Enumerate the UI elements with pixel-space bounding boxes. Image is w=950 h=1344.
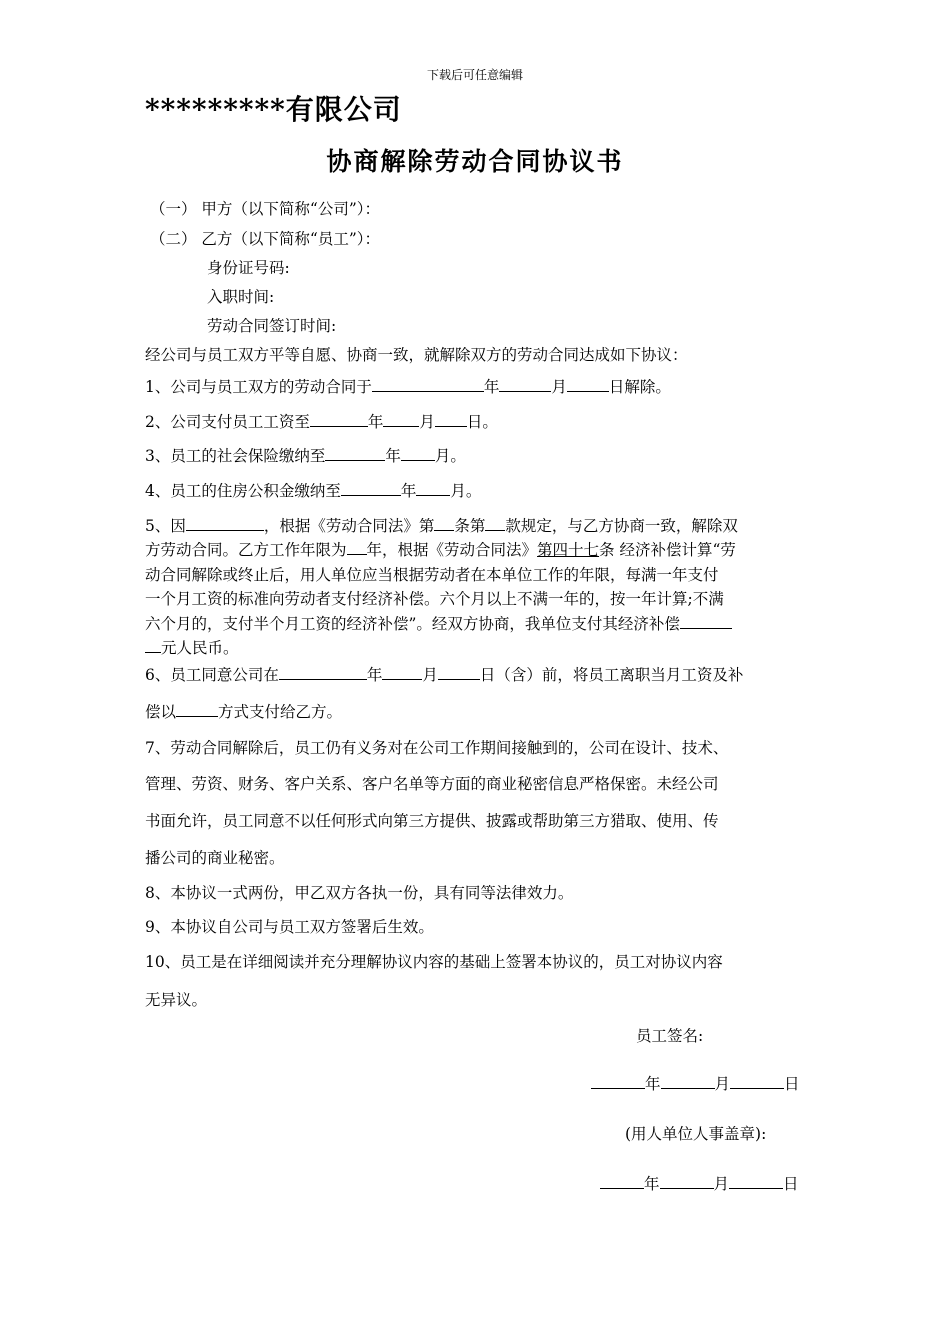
blank-field[interactable] — [434, 529, 454, 531]
clause-7-line-3: 书面允许，员工同意不以任何形式向第三方提供、披露或帮助第三方猎取、使用、传 — [145, 812, 719, 830]
blank-field[interactable] — [661, 1087, 715, 1089]
month-label: 月。 — [450, 482, 482, 500]
blank-field[interactable] — [176, 715, 218, 717]
clause-1 — [145, 375, 671, 397]
clause-5-text: ，根据《劳动合同法》第 — [263, 517, 435, 535]
blank-field[interactable] — [485, 529, 505, 531]
company-seal-label: (用人单位人事盖章): — [625, 1125, 767, 1143]
employee-signature-date — [591, 1072, 800, 1094]
clause-3-text: 3、员工的社会保险缴纳至 — [145, 447, 326, 465]
clause-5-text: 方劳动合同。乙方工作年限为 — [145, 541, 347, 559]
year-label: 年 — [645, 1075, 661, 1093]
day-label: 日解除。 — [608, 378, 671, 396]
year-label: 年 — [483, 378, 500, 396]
employee-signature-label: 员工签名: — [636, 1027, 704, 1045]
blank-field[interactable] — [660, 1187, 714, 1189]
month-label: 月 — [551, 378, 567, 396]
blank-field[interactable] — [435, 425, 467, 427]
clause-10-line-1: 10、员工是在详细阅读并充分理解协议内容的基础上签署本协议的，员工对协议内容 — [145, 953, 723, 971]
blank-field[interactable] — [600, 1187, 644, 1189]
party-b-line: （二） 乙方（以下简称“员工”）： — [150, 230, 381, 248]
entry-date-label: 入职时间: — [207, 288, 275, 306]
clause-5-line-5 — [145, 612, 732, 634]
clause-6-line-2 — [145, 700, 342, 722]
month-label: 月 — [714, 1075, 731, 1093]
year-label: 年 — [644, 1175, 660, 1193]
clause-7-line-4: 播公司的商业秘密。 — [145, 849, 285, 867]
clause-4 — [145, 479, 481, 501]
clause-5-text: 六个月的，支付半个月工资的经济补偿”。经双方协商，我单位支付其经济补偿 — [145, 615, 680, 633]
blank-field[interactable] — [591, 1087, 645, 1089]
blank-field[interactable] — [567, 390, 609, 392]
article-47-reference: 第四十七 — [537, 541, 600, 559]
blank-field[interactable] — [401, 459, 435, 461]
clause-5-text: 元人民币。 — [161, 639, 239, 657]
blank-field[interactable] — [186, 529, 264, 531]
year-label: 年 — [367, 413, 384, 431]
clause-2-text: 2、公司支付员工工资至 — [145, 413, 310, 431]
clause-5-text: 条 经济补偿计算“劳 — [599, 541, 736, 559]
document-title: 协商解除劳动合同协议书 — [326, 147, 624, 176]
blank-field[interactable] — [325, 459, 385, 461]
clause-5-line-6 — [145, 636, 239, 658]
clause-6-text: 偿以 — [145, 703, 177, 721]
page-header-note: 下载后可任意编辑 — [426, 68, 523, 82]
blank-field[interactable] — [372, 390, 484, 392]
party-a-line: （一） 甲方（以下简称“公司”）： — [150, 200, 381, 218]
blank-field[interactable] — [416, 494, 450, 496]
blank-field[interactable] — [341, 494, 401, 496]
clause-5-text: 5、因 — [145, 517, 186, 535]
clause-9: 9、本协议自公司与员工双方签署后生效。 — [145, 918, 434, 936]
clause-5-line-2 — [145, 538, 736, 560]
year-label: 年 — [385, 447, 401, 465]
clause-7-line-2: 管理、劳资、财务、客户关系、客户名单等方面的商业秘密信息严格保密。未经公司 — [145, 775, 719, 793]
blank-field[interactable] — [730, 1087, 784, 1089]
id-number-label: 身份证号码: — [207, 259, 290, 277]
year-label: 年 — [400, 482, 417, 500]
blank-field[interactable] — [729, 1187, 783, 1189]
month-label: 月 — [422, 666, 438, 684]
blank-field[interactable] — [279, 678, 367, 680]
clause-5-line-1 — [145, 514, 738, 536]
contract-date-label: 劳动合同签订时间: — [207, 317, 337, 335]
month-label: 月。 — [434, 447, 466, 465]
clause-1-text: 1、公司与员工双方的劳动合同于 — [145, 378, 372, 396]
clause-5-text: 款规定，与乙方协商一致，解除双 — [505, 517, 738, 535]
clause-8: 8、本协议一式两份，甲乙双方各执一份，具有同等法律效力。 — [145, 884, 574, 902]
clause-6-line-1 — [145, 663, 743, 685]
year-label: 年 — [366, 666, 383, 684]
clause-6-text: 日（含）前，将员工离职当月工资及补 — [479, 666, 744, 684]
month-label: 月 — [419, 413, 435, 431]
clause-6-text: 方式支付给乙方。 — [218, 703, 343, 721]
clause-3 — [145, 444, 466, 466]
clause-7-line-1: 7、劳动合同解除后，员工仍有义务对在公司工作期间接触到的，公司在设计、技术、 — [145, 739, 729, 757]
clause-5-text: 条第 — [454, 517, 486, 535]
company-name: *********有限公司 — [145, 93, 402, 126]
clause-2 — [145, 410, 498, 432]
clause-5-line-3: 动合同解除或终止后，用人单位应当根据劳动者在本单位工作的年限，每满一年支付 — [145, 566, 719, 584]
blank-field[interactable] — [438, 678, 480, 680]
blank-field[interactable] — [499, 390, 551, 392]
day-label: 日 — [784, 1075, 800, 1093]
day-label: 日。 — [466, 413, 498, 431]
blank-field[interactable] — [347, 553, 367, 555]
blank-field[interactable] — [383, 425, 419, 427]
intro-paragraph: 经公司与员工双方平等自愿、协商一致，就解除双方的劳动合同达成如下协议： — [145, 346, 688, 364]
blank-field[interactable] — [310, 425, 368, 427]
clause-4-text: 4、员工的住房公积金缴纳至 — [145, 482, 341, 500]
clause-6-text: 6、员工同意公司在 — [145, 666, 279, 684]
company-seal-date — [600, 1172, 799, 1194]
month-label: 月 — [713, 1175, 730, 1193]
blank-field[interactable] — [145, 651, 161, 653]
blank-field[interactable] — [382, 678, 422, 680]
day-label: 日 — [783, 1175, 799, 1193]
clause-5-text: 年，根据《劳动合同法》 — [366, 541, 538, 559]
clause-10-line-2: 无异议。 — [145, 991, 208, 1009]
clause-5-line-4: 一个月工资的标准向劳动者支付经济补偿。六个月以上不满一年的，按一年计算;不满 — [145, 590, 724, 608]
blank-field[interactable] — [680, 627, 732, 629]
